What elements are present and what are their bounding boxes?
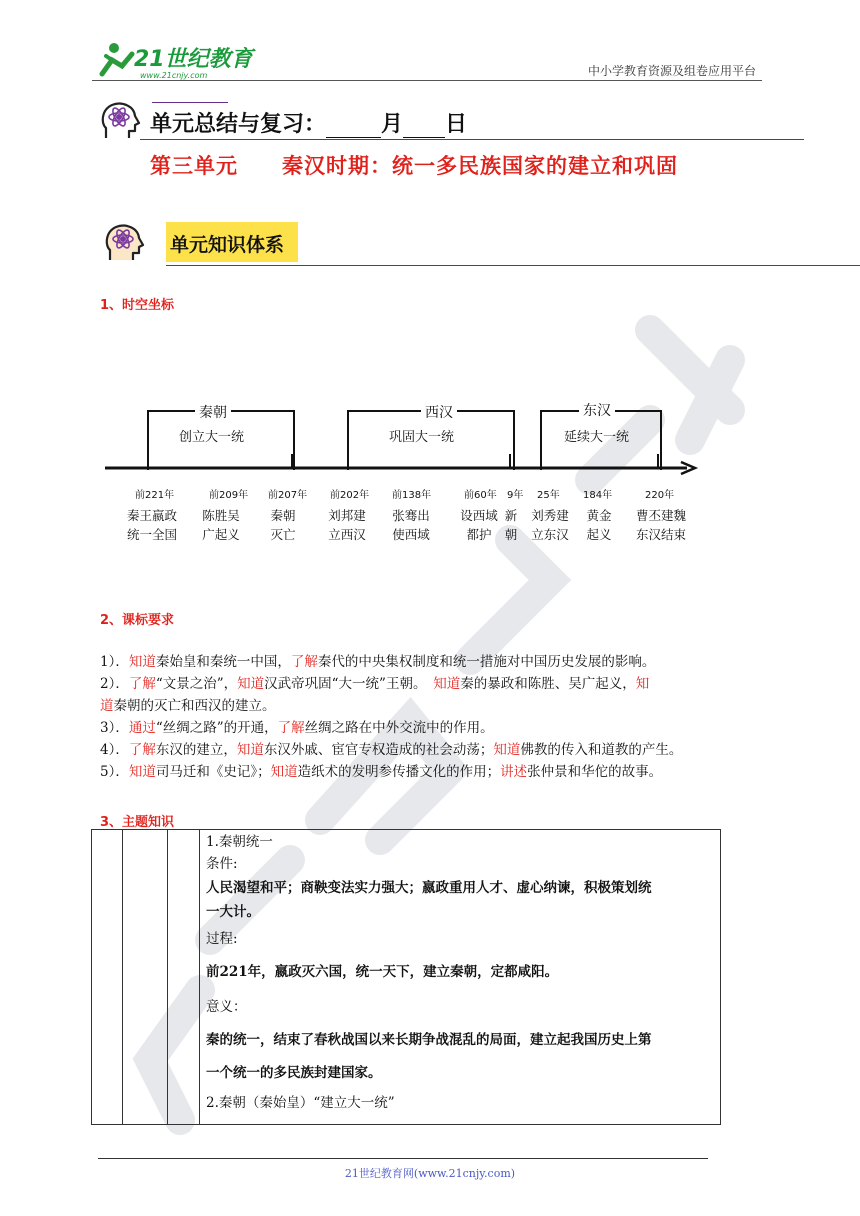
standard-keyword: 知道 [128,764,156,780]
timeline-year: 前202年 [330,490,370,501]
standard-number: 1）． [100,654,129,670]
knowledge-system-title: 单元知识体系 [170,234,285,256]
condition-text: 人民渴望和平；商鞅变法实力强大；嬴政重用人才、虚心纳谏，积极策划统 [206,880,652,896]
standards-list [100,651,765,783]
timeline-event: 张骞出 使西域 [392,508,430,542]
standard-text: 汉武帝巩固“大一统”王朝。 [264,676,434,692]
condition-text-cont: 一大计。 [206,904,260,920]
day-label: 日 [445,112,468,137]
summary-divider [140,139,804,140]
timeline [105,380,705,560]
timeline-event: 刘邦建 立西汉 [328,508,366,542]
timeline-year: 9年 [507,490,524,501]
standard-keyword: 知 [635,676,650,692]
standard-item [100,651,765,673]
standard-text: 秦的暴政和陈胜、吴广起义， [460,676,636,692]
standard-text: 东汉外戚、宦官专权造成的社会动荡； [263,742,494,758]
standard-keyword: 讲述 [500,764,528,780]
process-label: 过程: [206,931,238,947]
standard-keyword: 了解 [277,720,305,736]
standard-text: 丝绸之路在中外交流中的作用。 [304,720,494,736]
timeline-tick [540,454,542,468]
timeline-year: 220年 [645,490,675,501]
standard-keyword: 知道 [433,676,461,692]
standard-item [100,761,765,783]
standard-text: “丝绸之路”的开通， [155,720,278,736]
timeline-tick [291,454,293,468]
table-column-line [199,830,200,1124]
standard-item [100,739,765,761]
header-divider [92,80,762,81]
era-name: 秦朝 [195,402,231,422]
standard-keyword: 知道 [270,764,298,780]
meaning-label: 意义： [206,999,247,1015]
condition-label: 条件: [206,856,238,872]
platform-name: 中小学教育资源及组卷应用平台 [587,64,756,78]
standard-item [100,695,765,717]
standard-number: 3）． [100,720,129,736]
standards-heading: 2、课标要求 [100,613,175,628]
standard-number: 4）． [100,742,129,758]
standard-keyword: 了解 [290,654,318,670]
timeline-year: 前138年 [392,490,432,501]
table-column-line [122,830,123,1124]
standard-text: 秦代的中央集权制度和统一措施对中国历史发展的影响。 [317,654,656,670]
timeline-tick [509,454,511,468]
logo-url: www.21cnjy.com [140,71,208,80]
timeline-axis [105,460,705,480]
timeline-tick [657,454,659,468]
timeline-year: 前60年 [464,490,497,501]
site-logo [92,36,262,82]
topic-h1: 1.秦朝统一 [206,834,273,850]
title-accent-line [152,102,228,103]
footer-divider [98,1158,708,1159]
standard-text: “文景之治”， [155,676,238,692]
standard-number: 5）． [100,764,129,780]
process-text: 前221年，嬴政灭六国，统一天下，建立秦朝，定都咸阳。 [206,964,559,980]
knowledge-divider [166,265,860,266]
era-subtitle: 巩固大一统 [389,430,455,445]
standard-keyword: 知道 [236,742,264,758]
brain-head-icon [102,220,146,264]
timeline-year: 前207年 [268,490,308,501]
standard-keyword: 通过 [128,720,156,736]
standard-keyword: 知道 [493,742,521,758]
era-subtitle: 延续大一统 [564,430,630,445]
table-column-line [167,830,168,1124]
topic-h2: 2.秦朝（秦始皇）“建立大一统” [206,1095,395,1111]
meaning-text: 秦的统一，结束了春秋战国以来长期争战混乱的局面，建立起我国历史上第 [206,1032,652,1048]
standard-item [100,673,765,695]
era-name: 东汉 [579,400,615,420]
timeline-year: 前221年 [135,490,175,501]
timeline-event: 秦朝 灭亡 [270,508,296,542]
unit-title: 第三单元 秦汉时期：统一多民族国家的建立和巩固 [150,154,678,178]
timeline-tick [147,454,149,468]
timeline-event: 秦王嬴政 统一全国 [126,508,177,542]
timeline-year: 25年 [537,490,560,501]
standard-keyword: 道 [100,698,114,714]
meaning-text-cont: 一个统一的多民族封建国家。 [206,1065,382,1081]
standard-keyword: 了解 [128,676,156,692]
timeline-event: 刘秀建 立东汉 [531,508,569,542]
timeline-year: 前209年 [209,490,249,501]
standard-item [100,717,765,739]
standard-text: 造纸术的发明参传播文化的作用； [297,764,501,780]
standard-text: 秦始皇和秦统一中国， [155,654,291,670]
footer-text: 21世纪教育网(www.21cnjy.com) [344,1167,516,1180]
timeline-heading: 1、时空坐标 [100,298,175,313]
timeline-event: 黄金 起义 [586,508,612,542]
timeline-event: 陈胜吴 广起义 [202,508,240,542]
summary-title: 单元总结与复习： 月 日 [150,112,468,137]
timeline-event: 新 朝 [504,508,518,542]
standard-number: 2）． [100,676,129,692]
standard-keyword: 知道 [237,676,265,692]
brain-head-icon [98,98,142,142]
standard-text: 司马迁和《史记》； [155,764,271,780]
topic-heading: 3、主题知识 [100,815,175,830]
timeline-tick [347,454,349,468]
timeline-event: 曹丕建魏 东汉结束 [635,508,686,542]
month-label: 月 [381,112,404,137]
standard-keyword: 了解 [128,742,156,758]
standard-keyword: 知道 [128,654,156,670]
standard-text: 张仲景和华佗的故事。 [527,764,663,780]
logo-text: 21世纪教育 [134,47,253,72]
era-name: 西汉 [421,402,457,422]
standard-text: 佛教的传入和道教的产生。 [520,742,683,758]
standard-text: 秦朝的灭亡和西汉的建立。 [113,698,276,714]
standard-text: 东汉的建立， [155,742,237,758]
timeline-year: 184年 [583,490,613,501]
era-subtitle: 创立大一统 [179,430,245,445]
timeline-event: 设西域 都护 [460,508,498,542]
